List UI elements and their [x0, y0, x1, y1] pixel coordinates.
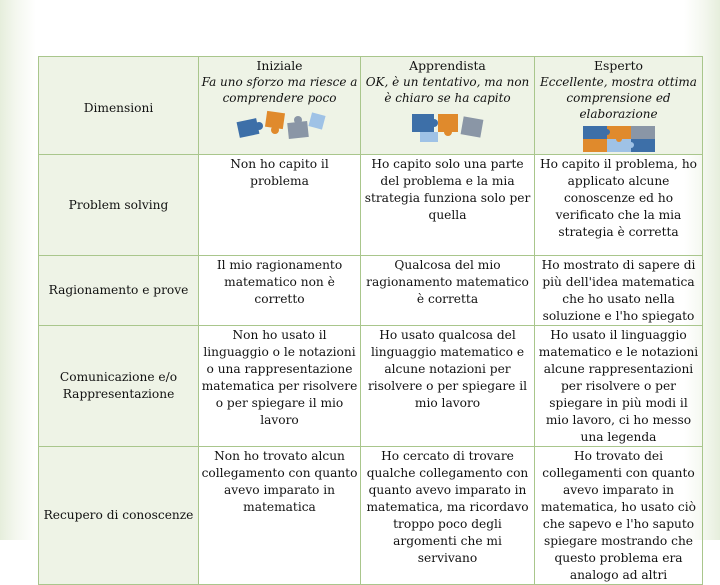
- level-title: Iniziale: [256, 58, 303, 73]
- level-header-iniziale: [199, 57, 361, 155]
- criterion-text: Il mio ragionamento matematico non è corretto: [216, 258, 343, 306]
- dimension-cell: [39, 447, 199, 585]
- rubric-row: [39, 155, 703, 256]
- criterion-text: Ho usato il linguaggio matematico e le notazioni alcune rappresentazioni per risolvere o per spiegare in più modi il mio lavoro, ci ho messo una legenda: [538, 328, 699, 444]
- puzzle-pieces-partial-icon: [408, 108, 488, 144]
- dimension-label: Problem solving: [68, 197, 169, 212]
- criterion-text: Non ho trovato alcun collegamento con quanto avevo imparato in matematica: [201, 449, 358, 514]
- criterion-text: Ho capito solo una parte del problema e la mia strategia funziona solo per quella: [364, 157, 531, 222]
- dimension-header: Dimensioni: [83, 101, 154, 115]
- level-header-apprendista: [361, 57, 535, 155]
- dimension-cell: [39, 155, 199, 256]
- dimension-label: Ragionamento e prove: [48, 283, 189, 297]
- criterion-cell-esperto: [535, 256, 703, 326]
- criterion-cell-esperto: [535, 447, 703, 585]
- level-description: OK, è un tentativo, ma non è chiaro se ha capito: [365, 75, 530, 105]
- criterion-text: Ho mostrato di sapere di più dell'idea matematica che ho usato nella soluzione e l'ho spiegato: [541, 258, 696, 323]
- criterion-cell-esperto: [535, 326, 703, 447]
- rubric-row: [39, 256, 703, 326]
- criterion-cell-apprendista: [361, 155, 535, 256]
- dimension-label: Comunicazione e/o Rappresentazione: [59, 370, 178, 401]
- criterion-text: Ho cercato di trovare qualche collegamento con quanto avevo imparato in matematica, ma ricordavo troppo poco degli argomenti che mi servivano: [366, 449, 529, 565]
- criterion-text: Ho capito il problema, ho applicato alcune conoscenze ed ho verificato che la mia strategia è corretta: [539, 157, 698, 239]
- rubric-table: [38, 56, 703, 585]
- criterion-cell-iniziale: [199, 155, 361, 256]
- dimension-cell: [39, 326, 199, 447]
- rubric-row: [39, 447, 703, 585]
- criterion-cell-iniziale: [199, 256, 361, 326]
- header-row: [39, 57, 703, 155]
- rubric-row: [39, 326, 703, 447]
- dimension-cell: [39, 256, 199, 326]
- criterion-text: Non ho capito il problema: [230, 157, 329, 188]
- level-title: Esperto: [593, 58, 644, 73]
- criterion-cell-apprendista: [361, 447, 535, 585]
- criterion-text: Non ho usato il linguaggio o le notazioni o una rappresentazione matematica per risolvere o per spiegare il mio lavoro: [201, 328, 358, 427]
- criterion-cell-apprendista: [361, 326, 535, 447]
- criterion-text: Qualcosa del mio ragionamento matematico è corretta: [366, 258, 529, 306]
- criterion-cell-esperto: [535, 155, 703, 256]
- criterion-text: Ho trovato dei collegamenti con quanto avevo imparato in matematica, ho usato ciò che sapevo e l'ho saputo spiegare mostrando che questo problema era analogo ad altri: [541, 449, 696, 582]
- criterion-cell-apprendista: [361, 256, 535, 326]
- puzzle-pieces-scattered-icon: [232, 108, 328, 144]
- criterion-text: Ho usato qualcosa del linguaggio matematico e alcune notazioni per risolvere o per spiegare il mio lavoro: [367, 328, 528, 410]
- dimension-label: Recupero di conoscenze: [43, 508, 194, 522]
- level-description: Eccellente, mostra ottima comprensione ed elaborazione: [540, 75, 697, 121]
- level-description: Fa uno sforzo ma riesce a comprendere poco: [201, 75, 358, 105]
- criterion-cell-iniziale: [199, 326, 361, 447]
- dimension-header-cell: [39, 57, 199, 155]
- level-title: Apprendista: [409, 58, 486, 73]
- level-header-esperto: [535, 57, 703, 155]
- criterion-cell-iniziale: [199, 447, 361, 585]
- puzzle-pieces-complete-icon: [581, 124, 657, 154]
